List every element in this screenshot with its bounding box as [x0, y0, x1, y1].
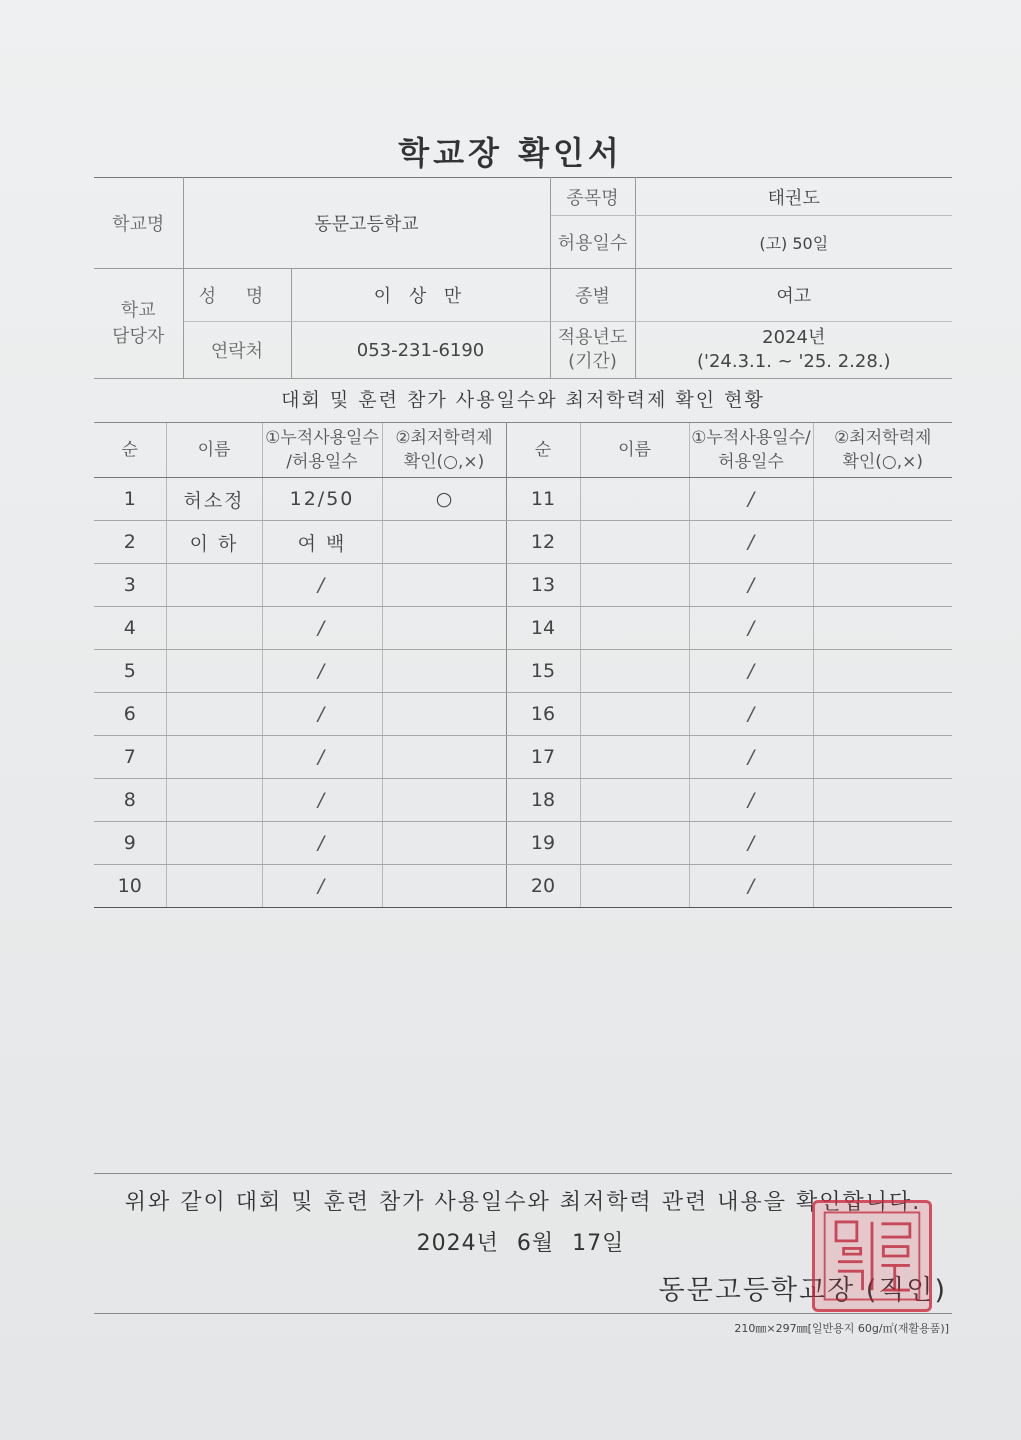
header-name-right: 이름 — [580, 423, 689, 478]
table-row — [94, 779, 952, 822]
row-num-left: 6 — [94, 693, 166, 736]
row-name-right — [580, 607, 689, 650]
row-name-left: 이 하 — [166, 521, 262, 564]
header-days-left — [262, 423, 382, 478]
header-check-right-line1: ②최저학력제 — [834, 428, 932, 448]
table-row — [94, 521, 952, 564]
row-name-right — [580, 521, 689, 564]
row-num-right: 18 — [506, 779, 580, 822]
period-label-line1: 적용년도 — [557, 327, 628, 348]
row-days-left: / — [262, 650, 382, 693]
row-check-right — [813, 736, 952, 779]
row-name-right — [580, 736, 689, 779]
row-days-right: / — [689, 607, 813, 650]
row-days-right: / — [689, 693, 813, 736]
row-days-left: / — [262, 736, 382, 779]
school-value: 동문고등학교 — [183, 178, 550, 269]
row-num-right: 13 — [506, 564, 580, 607]
table-row — [94, 822, 952, 865]
event-label: 종목명 — [550, 178, 635, 216]
header-check-left-line2: 확인(○,×) — [403, 452, 485, 472]
grid-header-row — [94, 423, 952, 478]
header-days-right-line1: ①누적사용일수/ — [691, 428, 811, 448]
row-check-right — [813, 478, 952, 521]
table-row — [94, 607, 952, 650]
row-num-left: 7 — [94, 736, 166, 779]
gender-value: 여고 — [635, 269, 952, 322]
row-check-left — [382, 736, 506, 779]
header-check-right — [813, 423, 952, 478]
row-check-right — [813, 650, 952, 693]
row-days-right: / — [689, 478, 813, 521]
grid-body — [94, 478, 952, 908]
row-name-left — [166, 693, 262, 736]
row-num-right: 19 — [506, 822, 580, 865]
row-check-left — [382, 865, 506, 908]
header-check-left — [382, 423, 506, 478]
row-name-left — [166, 564, 262, 607]
table-row — [94, 736, 952, 779]
section-title: 대회 및 훈련 참가 사용일수와 최저학력제 확인 현황 — [94, 378, 952, 423]
row-days-right: / — [689, 865, 813, 908]
row-days-right: / — [689, 650, 813, 693]
row-num-left: 1 — [94, 478, 166, 521]
allowed-days-label: 허용일수 — [550, 216, 635, 269]
manager-label-line2: 담당자 — [112, 325, 165, 347]
row-name-left — [166, 865, 262, 908]
confirmation-statement: 위와 같이 대회 및 훈련 참가 사용일수와 최저학력 관련 내용을 확인합니다. — [124, 1190, 922, 1215]
row-name-left: 허소정 — [166, 478, 262, 521]
row-num-left: 2 — [94, 521, 166, 564]
row-check-right — [813, 865, 952, 908]
header-name-left: 이름 — [166, 423, 262, 478]
row-check-left — [382, 521, 506, 564]
row-num-right: 15 — [506, 650, 580, 693]
row-name-left — [166, 736, 262, 779]
row-num-left: 5 — [94, 650, 166, 693]
event-value: 태권도 — [635, 178, 952, 216]
row-num-left: 3 — [94, 564, 166, 607]
row-check-left: ○ — [382, 478, 506, 521]
period-range: ('24.3.1. ~ '25. 2.28.) — [696, 351, 891, 372]
row-days-right: / — [689, 822, 813, 865]
row-check-right — [813, 607, 952, 650]
row-num-right: 17 — [506, 736, 580, 779]
row-check-right — [813, 521, 952, 564]
table-row — [94, 650, 952, 693]
row-days-right: / — [689, 564, 813, 607]
row-name-right — [580, 693, 689, 736]
row-days-left: / — [262, 865, 382, 908]
issue-date: 2024년 6월 17일 — [416, 1231, 625, 1256]
row-num-right: 12 — [506, 521, 580, 564]
row-check-left — [382, 693, 506, 736]
gender-label: 종별 — [550, 269, 635, 322]
row-days-left: / — [262, 693, 382, 736]
row-days-left: 12/50 — [262, 478, 382, 521]
contact-label: 연락처 — [183, 322, 291, 379]
header-check-left-line1: ②최저학력제 — [395, 428, 493, 448]
name-label: 성 명 — [183, 269, 291, 322]
row-check-left — [382, 650, 506, 693]
row-days-left: / — [262, 779, 382, 822]
header-days-left-line1: ①누적사용일수 — [265, 428, 379, 448]
period-label-line2: (기간) — [568, 351, 617, 372]
table-row — [94, 865, 952, 908]
principal-signature: 동문고등학교장 (직인) — [658, 1275, 947, 1306]
row-name-right — [580, 564, 689, 607]
seal-mark-icon — [815, 1203, 929, 1309]
period-value — [635, 322, 952, 379]
allowed-days-value: (고) 50일 — [635, 216, 952, 269]
row-check-right — [813, 693, 952, 736]
paper-spec: 210㎜×297㎜[일반용지 60g/㎡(재활용품)] — [734, 1322, 949, 1335]
document-title: 학교장 확인서 — [398, 134, 623, 172]
row-days-left: / — [262, 564, 382, 607]
row-check-right — [813, 822, 952, 865]
row-days-left: / — [262, 822, 382, 865]
period-year: 2024년 — [762, 327, 826, 348]
row-num-right: 20 — [506, 865, 580, 908]
row-name-right — [580, 822, 689, 865]
row-name-left — [166, 650, 262, 693]
row-num-right: 16 — [506, 693, 580, 736]
row-days-left: 여 백 — [262, 521, 382, 564]
table-row — [94, 693, 952, 736]
row-num-left: 10 — [94, 865, 166, 908]
row-check-right — [813, 779, 952, 822]
row-name-right — [580, 650, 689, 693]
name-value: 이 상 만 — [291, 269, 550, 322]
row-check-left — [382, 607, 506, 650]
period-label — [550, 322, 635, 379]
row-num-right: 11 — [506, 478, 580, 521]
table-row — [94, 564, 952, 607]
row-check-left — [382, 564, 506, 607]
manager-label-line1: 학교 — [120, 299, 156, 321]
header-check-right-line2: 확인(○,×) — [842, 452, 924, 472]
row-name-left — [166, 779, 262, 822]
table-row — [94, 478, 952, 521]
row-days-right: / — [689, 779, 813, 822]
header-num-right: 순 — [506, 423, 580, 478]
school-label: 학교명 — [94, 178, 183, 269]
row-days-right: / — [689, 736, 813, 779]
row-name-left — [166, 822, 262, 865]
footer-divider-bottom — [94, 1313, 952, 1314]
header-days-left-line2: /허용일수 — [286, 452, 358, 472]
row-name-right — [580, 865, 689, 908]
row-num-left: 8 — [94, 779, 166, 822]
row-num-left: 4 — [94, 607, 166, 650]
row-days-right: / — [689, 521, 813, 564]
manager-label — [94, 269, 183, 379]
footer-divider-top — [94, 1173, 952, 1174]
row-name-right — [580, 779, 689, 822]
row-check-right — [813, 564, 952, 607]
row-name-right — [580, 478, 689, 521]
official-seal — [812, 1200, 932, 1312]
row-check-left — [382, 822, 506, 865]
header-days-right-line2: 허용일수 — [718, 452, 784, 472]
status-grid — [94, 423, 952, 908]
info-table — [94, 177, 952, 379]
row-name-left — [166, 607, 262, 650]
contact-value: 053-231-6190 — [291, 322, 550, 379]
row-num-right: 14 — [506, 607, 580, 650]
row-check-left — [382, 779, 506, 822]
header-days-right — [689, 423, 813, 478]
header-num-left: 순 — [94, 423, 166, 478]
row-days-left: / — [262, 607, 382, 650]
row-num-left: 9 — [94, 822, 166, 865]
